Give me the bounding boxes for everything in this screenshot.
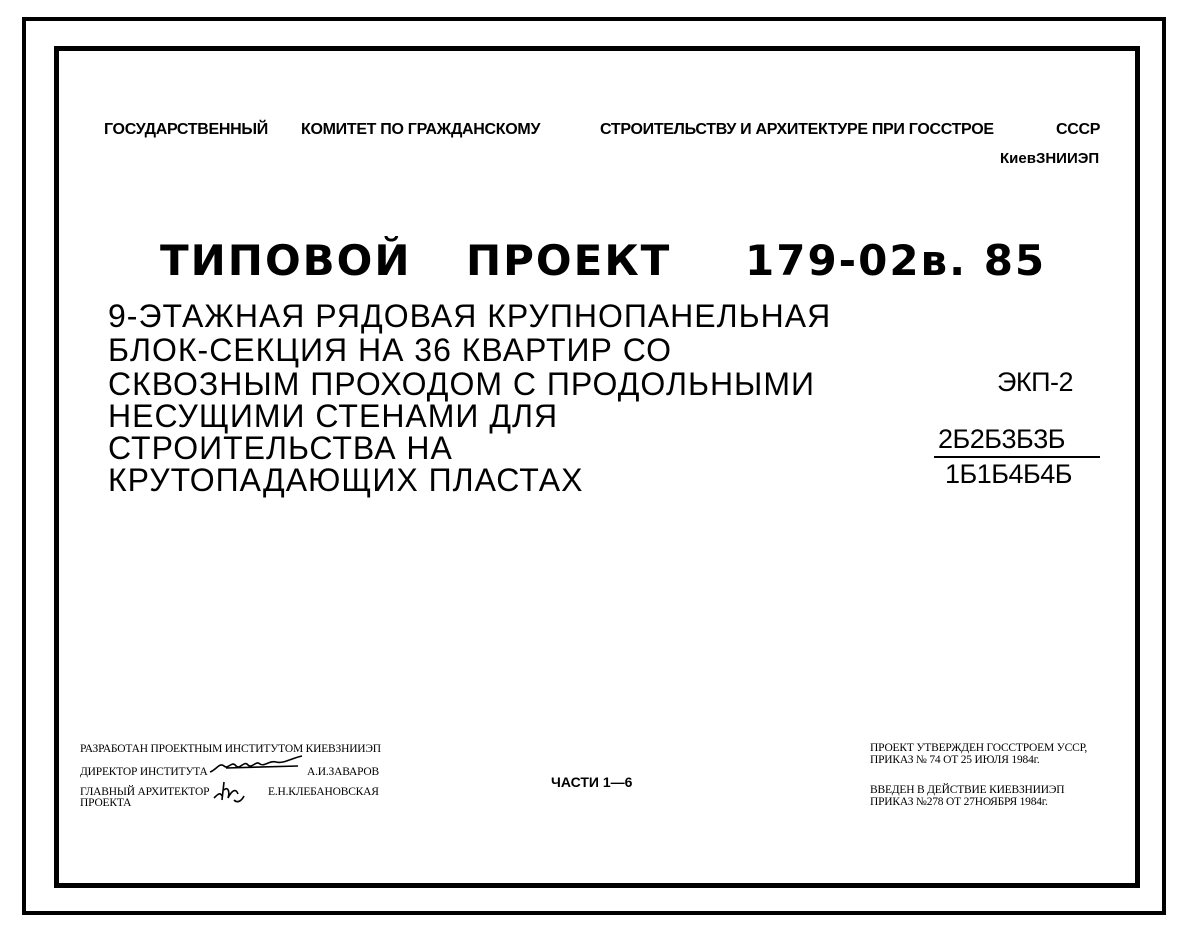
section-code-numerator: 2Б2Б3Б3Б xyxy=(938,424,1065,454)
architect-signature xyxy=(212,778,254,806)
approval-line-3: ВВЕДЕН В ДЕЙСТВИЕ КИЕВЗНИИЭП xyxy=(870,784,1065,796)
fraction-line xyxy=(934,456,1100,458)
director-signature xyxy=(206,752,310,776)
header-org-part2: КОМИТЕТ ПО ГРАЖДАНСКОМУ xyxy=(301,121,541,138)
project-number: 179-02в. 85 xyxy=(745,236,1047,285)
approval-line-2: ПРИКАЗ № 74 ОТ 25 ИЮЛЯ 1984г. xyxy=(870,754,1040,766)
description-line-4: НЕСУЩИМИ СТЕНАМИ ДЛЯ xyxy=(108,398,559,434)
header-org-part1: ГОСУДАРСТВЕННЫЙ xyxy=(104,121,268,138)
chief-architect-label-2: ПРОЕКТА xyxy=(80,797,132,809)
director-name: А.И.ЗАВАРОВ xyxy=(307,766,379,778)
approval-line-4: ПРИКАЗ №278 ОТ 27НОЯБРЯ 1984г. xyxy=(870,796,1048,808)
chief-architect-name: Е.Н.КЛЕБАНОВСКАЯ xyxy=(268,786,379,798)
description-line-5: СТРОИТЕЛЬСТВА НА xyxy=(108,430,453,466)
header-org-part3: СТРОИТЕЛЬСТВУ И АРХИТЕКТУРЕ ПРИ ГОССТРОЕ xyxy=(600,121,994,138)
chief-architect-label-1: ГЛАВНЫЙ АРХИТЕКТОР xyxy=(80,786,210,798)
title-word-2: ПРОЕКТ xyxy=(466,236,672,285)
description-line-3: СКВОЗНЫМ ПРОХОДОМ С ПРОДОЛЬНЫМИ xyxy=(108,366,816,402)
description-line-2: БЛОК-СЕКЦИЯ НА 36 КВАРТИР СО xyxy=(108,332,673,368)
header-org-part4: СССР xyxy=(1056,121,1101,138)
approval-line-1: ПРОЕКТ УТВЕРЖДЕН ГОССТРОЕМ УССР, xyxy=(870,742,1088,754)
developed-by: РАЗРАБОТАН ПРОЕКТНЫМ ИНСТИТУТОМ КИЕВЗНИИЭП xyxy=(80,743,381,755)
series-code: ЭКП-2 xyxy=(997,367,1074,397)
header-institute: КиевЗНИИЭП xyxy=(1000,150,1100,167)
title-word-1: ТИПОВОЙ xyxy=(160,236,412,285)
description-line-1: 9-ЭТАЖНАЯ РЯДОВАЯ КРУПНОПАНЕЛЬНАЯ xyxy=(108,298,832,334)
director-label: ДИРЕКТОР ИНСТИТУТА xyxy=(80,766,208,778)
parts-label: ЧАСТИ 1—6 xyxy=(551,774,633,790)
description-line-6: КРУТОПАДАЮЩИХ ПЛАСТАХ xyxy=(108,462,584,498)
section-code-denominator: 1Б1Б4Б4Б xyxy=(945,459,1072,489)
